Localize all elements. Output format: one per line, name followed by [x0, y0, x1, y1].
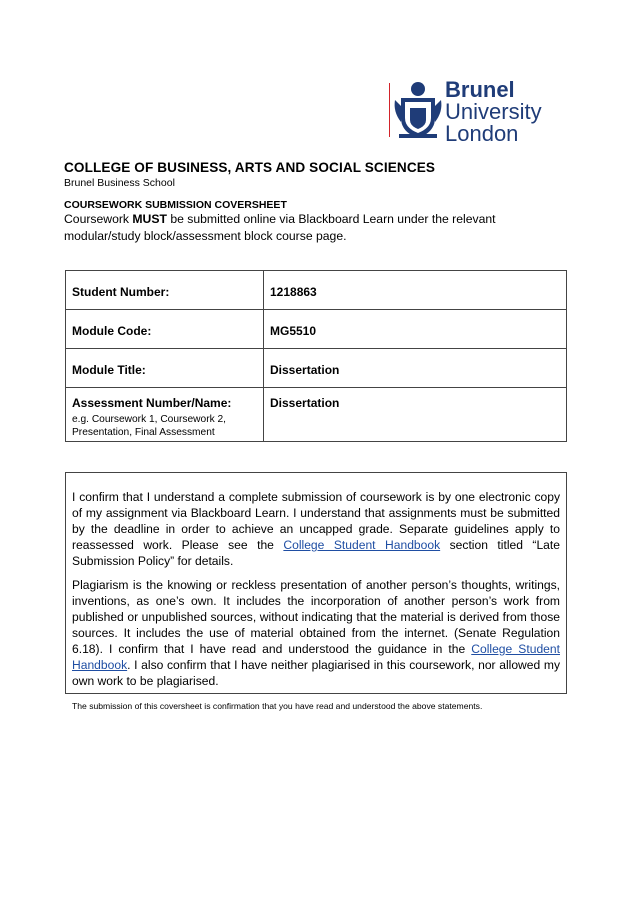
- submission-instruction: [64, 211, 534, 245]
- logo-wordmark: [445, 79, 542, 145]
- logo-line-3: London: [445, 121, 519, 146]
- late-submission-paragraph: [72, 489, 560, 569]
- logo-line-2: University: [445, 99, 542, 124]
- table-row: [66, 271, 567, 310]
- module-title-value: Dissertation: [264, 349, 567, 388]
- table-row: [66, 388, 567, 442]
- coversheet-title: COURSEWORK SUBMISSION COVERSHEET: [64, 199, 287, 211]
- table-row: [66, 310, 567, 349]
- student-number-label: Student Number:: [66, 271, 264, 310]
- declaration-box: [65, 472, 567, 711]
- p1-text-a: I confirm that I understand a complete submission of coursework is by one electronic copy of my assignment via Blackboard Learn. I understand that assignments must be submitted by the deadline in order to achieve an uncapped grade. Separate guidelines apply to reassessed work. Please see the: [72, 490, 560, 552]
- logo-line-1: Brunel: [445, 77, 515, 102]
- table-row: [66, 349, 567, 388]
- handbook-link-2[interactable]: College Student Handbook: [72, 642, 560, 672]
- assessment-label: Assessment Number/Name:: [72, 396, 232, 410]
- assessment-value: Dissertation: [264, 388, 567, 442]
- p1-text-b: section titled “Late Submission Policy” for details.: [72, 538, 560, 568]
- instruction-post: be submitted online via Blackboard Learn under the relevant modular/study block/assessment block course page.: [64, 212, 496, 243]
- p2-text-b: . I also confirm that I have neither plagiarised in this coursework, nor allowed my own work to be plagiarised.: [72, 658, 560, 688]
- school-name: Brunel Business School: [64, 177, 175, 189]
- plagiarism-paragraph: [72, 577, 560, 689]
- student-details-table: [65, 270, 567, 442]
- instruction-must: MUST: [132, 212, 167, 226]
- handbook-link-1[interactable]: College Student Handbook: [283, 538, 441, 552]
- instruction-pre: Coursework: [64, 212, 133, 226]
- university-crest-icon: [393, 78, 443, 140]
- student-number-value: 1218863: [264, 271, 567, 310]
- logo-divider: [389, 83, 390, 137]
- brunel-logo: [383, 75, 543, 145]
- module-code-value: MG5510: [264, 310, 567, 349]
- college-heading: COLLEGE OF BUSINESS, ARTS AND SOCIAL SCIENCES: [64, 160, 436, 175]
- p2-text-a: Plagiarism is the knowing or reckless presentation of another person’s thoughts, writings, inventions, as one’s own. It includes the incorporation of another person’s work from published or unpublished sources, without indicating that the material is derived from those sources. It includes the use of material obtained from the internet. (Senate Regulation 6.18). I confirm that I have read and understood the guidance in the: [72, 578, 560, 656]
- module-code-label: Module Code:: [66, 310, 264, 349]
- module-title-label: Module Title:: [66, 349, 264, 388]
- confirmation-footnote: The submission of this coversheet is confirmation that you have read and understood the above statements.: [72, 701, 483, 711]
- assessment-label-cell: [66, 388, 264, 442]
- assessment-hint: e.g. Coursework 1, Coursework 2, Presentation, Final Assessment: [72, 414, 227, 438]
